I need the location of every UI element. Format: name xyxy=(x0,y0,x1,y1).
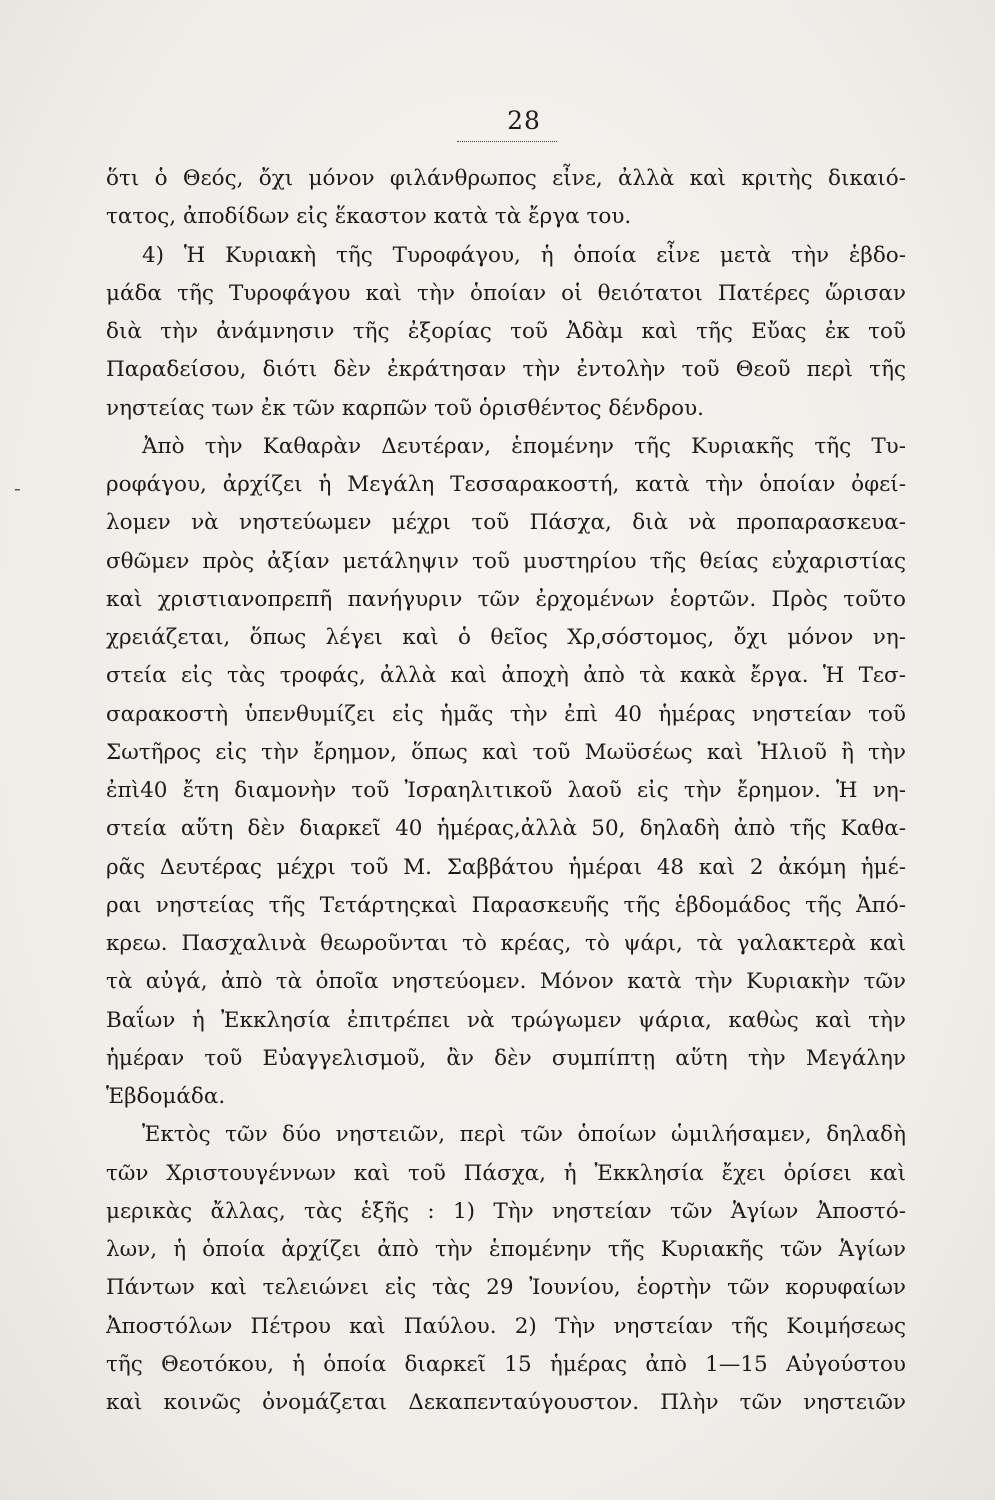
text-line: ἡμέραν τοῦ Εὐαγγελισμοῦ, ἂν δὲν συμπίπτῃ αὕτη τὴν Μεγάλην xyxy=(106,1045,906,1071)
text-line: Παραδείσου, διότι δὲν ἐκράτησαν τὴν ἐντολὴν τοῦ Θεοῦ περὶ τῆς xyxy=(106,357,906,383)
text-line: στεία αὕτη δὲν διαρκεῖ 40 ἡμέρας,ἀλλὰ 50, δηλαδὴ ἀπὸ τῆς Καθα- xyxy=(106,816,906,842)
text-line: Σωτῆρος εἰς τὴν ἔρημον, ὅπως καὶ τοῦ Μωϋσέως καὶ Ἠλιοῦ ἢ τὴν xyxy=(106,739,906,765)
text-line: ροφάγου, ἀρχίζει ἡ Μεγάλη Τεσσαρακοστή, κατὰ τὴν ὁποίαν ὀφεί- xyxy=(106,472,906,497)
text-line: λομεν νὰ νηστεύωμεν μέχρι τοῦ Πάσχα, διὰ νὰ προπαρασκευα- xyxy=(106,510,906,536)
text-line: Ἑβδομάδα. xyxy=(106,1084,226,1109)
text-line: ραι νηστείας τῆς Τετάρτηςκαὶ Παρασκευῆς τῆς ἑβδομάδος τῆς Ἀπό- xyxy=(106,892,906,918)
text-line: τῶν Χριστουγέννων καὶ τοῦ Πάσχα, ἡ Ἐκκλησία ἔχει ὁρίσει καὶ xyxy=(106,1160,906,1186)
text-line: ἐπὶ40 ἔτη διαμονὴν τοῦ Ἰσραηλιτικοῦ λαοῦ εἰς τὴν ἔρημον. Ἡ νη- xyxy=(106,778,906,803)
text-line: ὅτι ὁ Θεός, ὄχι μόνον φιλάνθρωπος εἶνε, ἀλλὰ καὶ κριτὴς δικαιό- xyxy=(106,166,906,191)
text-line: στεία εἰς τὰς τροφάς, ἀλλὰ καὶ ἀποχὴ ἀπὸ τὰ κακὰ ἔργα. Ἡ Τεσ- xyxy=(106,663,906,689)
margin-dash-mark: - xyxy=(14,476,21,500)
text-line: τατος, ἀποδίδων εἰς ἕκαστον κατὰ τὰ ἔργα του. xyxy=(106,204,632,230)
text-line: καὶ χριστιανοπρεπῆ πανήγυριν τῶν ἐρχομένων ἑορτῶν. Πρὸς τοῦτο xyxy=(106,586,906,612)
page-number-rule xyxy=(457,141,557,142)
text-line: Βαΐων ἡ Ἐκκλησία ἐπιτρέπει νὰ τρώγωμεν ψάρια, καθὼς καὶ τὴν xyxy=(106,1007,906,1033)
text-line: 4) Ἡ Κυριακὴ τῆς Τυροφάγου, ἡ ὁποία εἶνε μετὰ τὴν ἑβδο- xyxy=(142,242,906,268)
text-line: ρᾶς Δευτέρας μέχρι τοῦ Μ. Σαββάτου ἡμέραι 48 καὶ 2 ἀκόμη ἡμέ- xyxy=(106,854,906,880)
text-line: σαρακοστὴ ὑπενθυμίζει εἰς ἡμᾶς τὴν ἐπὶ 40 ἡμέρας νηστείαν τοῦ xyxy=(106,701,906,727)
text-line: Πάντων καὶ τελειώνει εἰς τὰς 29 Ἰουνίου, ἑορτὴν τῶν κορυφαίων xyxy=(106,1275,906,1301)
text-line: Ἀπὸ τὴν Καθαρὰν Δευτέραν, ἑπομένην τῆς Κυριακῆς τῆς Τυ- xyxy=(142,433,906,459)
body-text xyxy=(106,160,906,1422)
text-line: Ἀποστόλων Πέτρου καὶ Παύλου. 2) Τὴν νηστείαν τῆς Κοιμήσεως xyxy=(106,1313,906,1339)
text-line: διὰ τὴν ἀνάμνησιν τῆς ἐξορίας τοῦ Ἀδὰμ καὶ τῆς Εὔας ἐκ τοῦ xyxy=(106,319,906,344)
text-line: χρειάζεται, ὅπως λέγει καὶ ὁ θεῖος Χρ͵σόστομος, ὄχι μόνον νη- xyxy=(106,625,906,650)
text-line: τὰ αὐγά, ἀπὸ τὰ ὁποῖα νηστεύομεν. Μόνον κατὰ τὴν Κυριακὴν τῶν xyxy=(106,969,906,995)
text-line: τῆς Θεοτόκου, ἡ ὁποία διαρκεῖ 15 ἡμέρας ἀπὸ 1—15 Αὐγούστου xyxy=(106,1351,906,1377)
text-line: μερικὰς ἄλλας, τὰς ἑξῆς : 1) Τὴν νηστείαν τῶν Ἁγίων Ἀποστό- xyxy=(106,1198,906,1224)
text-line: Ἐκτὸς τῶν δύο νηστειῶν, περὶ τῶν ὁποίων ὡμιλήσαμεν, δηλαδὴ xyxy=(142,1122,906,1148)
text-line: σθῶμεν πρὸς ἀξίαν μετάληψιν τοῦ μυστηρίου τῆς θείας εὐχαριστίας xyxy=(106,548,906,574)
text-line: καὶ κοινῶς ὀνομάζεται Δεκαπενταύγουστον. Πλὴν τῶν νηστειῶν xyxy=(106,1390,906,1415)
text-line: νηστείας των ἐκ τῶν καρπῶν τοῦ ὁρισθέντος δένδρου. xyxy=(106,395,705,421)
text-line: κρεω. Πασχαλινὰ θεωροῦνται τὸ κρέας, τὸ ψάρι, τὰ γαλακτερὰ καὶ xyxy=(106,931,906,956)
text-line: λων, ἡ ὁποία ἀρχίζει ἀπὸ τὴν ἑπομένην τῆς Κυριακῆς τῶν Ἁγίων xyxy=(106,1237,906,1262)
text-line: μάδα τῆς Τυροφάγου καὶ τὴν ὁποίαν οἱ θειότατοι Πατέρες ὥρισαν xyxy=(106,280,906,306)
page-number: 28 xyxy=(507,106,541,135)
